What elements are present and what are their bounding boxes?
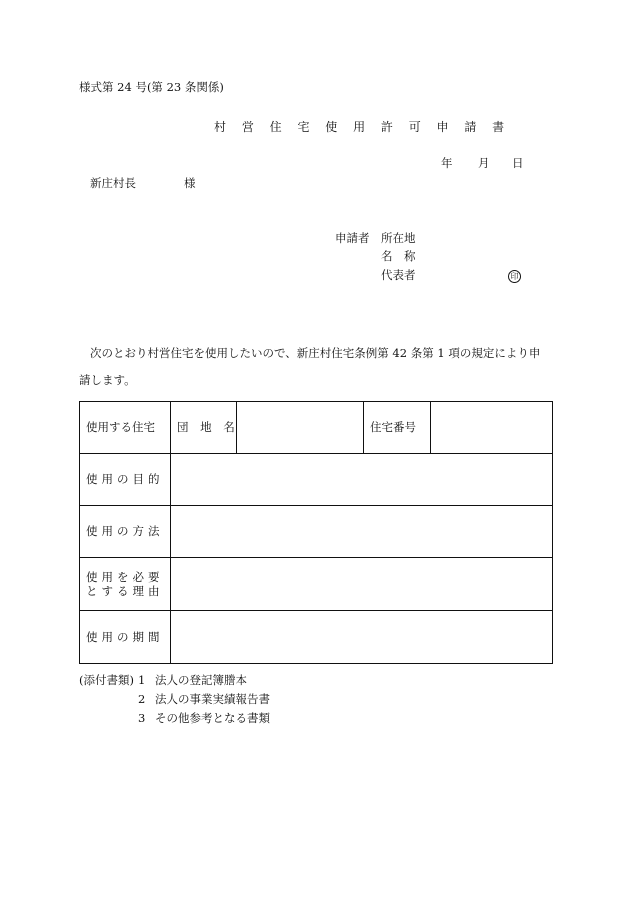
attachment-text: その他参考となる書類 bbox=[155, 711, 270, 725]
applicant-role: 申請者 bbox=[335, 231, 370, 245]
body-text-line2: 請します。 bbox=[79, 373, 136, 387]
reason-label bbox=[80, 558, 171, 611]
house-number-field[interactable] bbox=[431, 402, 553, 454]
attachment-text: 法人の登記簿謄本 bbox=[155, 673, 247, 687]
applicant-address-label: 所在地 bbox=[381, 231, 416, 245]
method-field[interactable] bbox=[171, 506, 553, 558]
attachment-number: 3 bbox=[138, 711, 146, 725]
attachment-number: 2 bbox=[138, 692, 146, 706]
complex-name-field[interactable] bbox=[237, 402, 364, 454]
addressee-name: 新庄村長 bbox=[90, 176, 136, 190]
date-year: 年 bbox=[441, 156, 453, 170]
attachment-text: 法人の事業実績報告書 bbox=[155, 692, 270, 706]
form-number: 様式第 24 号(第 23 条関係) bbox=[79, 80, 224, 94]
reason-label-line1: 使用を必要 bbox=[86, 569, 164, 584]
table-row-period bbox=[80, 611, 553, 664]
application-table bbox=[79, 401, 553, 664]
table-row-reason bbox=[80, 558, 553, 611]
reason-label-line2: とする理由 bbox=[86, 584, 164, 598]
table-row-housing bbox=[80, 402, 553, 454]
seal-icon: 印 bbox=[508, 270, 521, 283]
method-label: 使用の方法 bbox=[80, 506, 171, 558]
reason-field[interactable] bbox=[171, 558, 553, 611]
attachments-label: (添付書類) bbox=[79, 673, 134, 687]
period-field[interactable] bbox=[171, 611, 553, 664]
house-number-label: 住宅番号 bbox=[364, 402, 431, 454]
housing-label: 使用する住宅 bbox=[80, 402, 171, 454]
attachment-number: 1 bbox=[138, 673, 146, 687]
purpose-label: 使用の目的 bbox=[80, 454, 171, 506]
addressee-honorific: 様 bbox=[184, 176, 196, 190]
seal-mark bbox=[508, 268, 521, 283]
period-label: 使用の期間 bbox=[80, 611, 171, 664]
applicant-name-label: 名 称 bbox=[381, 249, 416, 263]
date-month: 月 bbox=[478, 156, 490, 170]
purpose-field[interactable] bbox=[171, 454, 553, 506]
complex-name-label: 団 地 名 bbox=[171, 402, 237, 454]
body-text-line1: 次のとおり村営住宅を使用したいので、新庄村住宅条例第 42 条第 1 項の規定により申 bbox=[90, 346, 541, 360]
document-title: 村 営 住 宅 使 用 許 可 申 請 書 bbox=[214, 120, 511, 134]
date-day: 日 bbox=[512, 156, 524, 170]
applicant-representative-label: 代表者 bbox=[381, 268, 416, 282]
table-row-purpose bbox=[80, 454, 553, 506]
table-row-method bbox=[80, 506, 553, 558]
